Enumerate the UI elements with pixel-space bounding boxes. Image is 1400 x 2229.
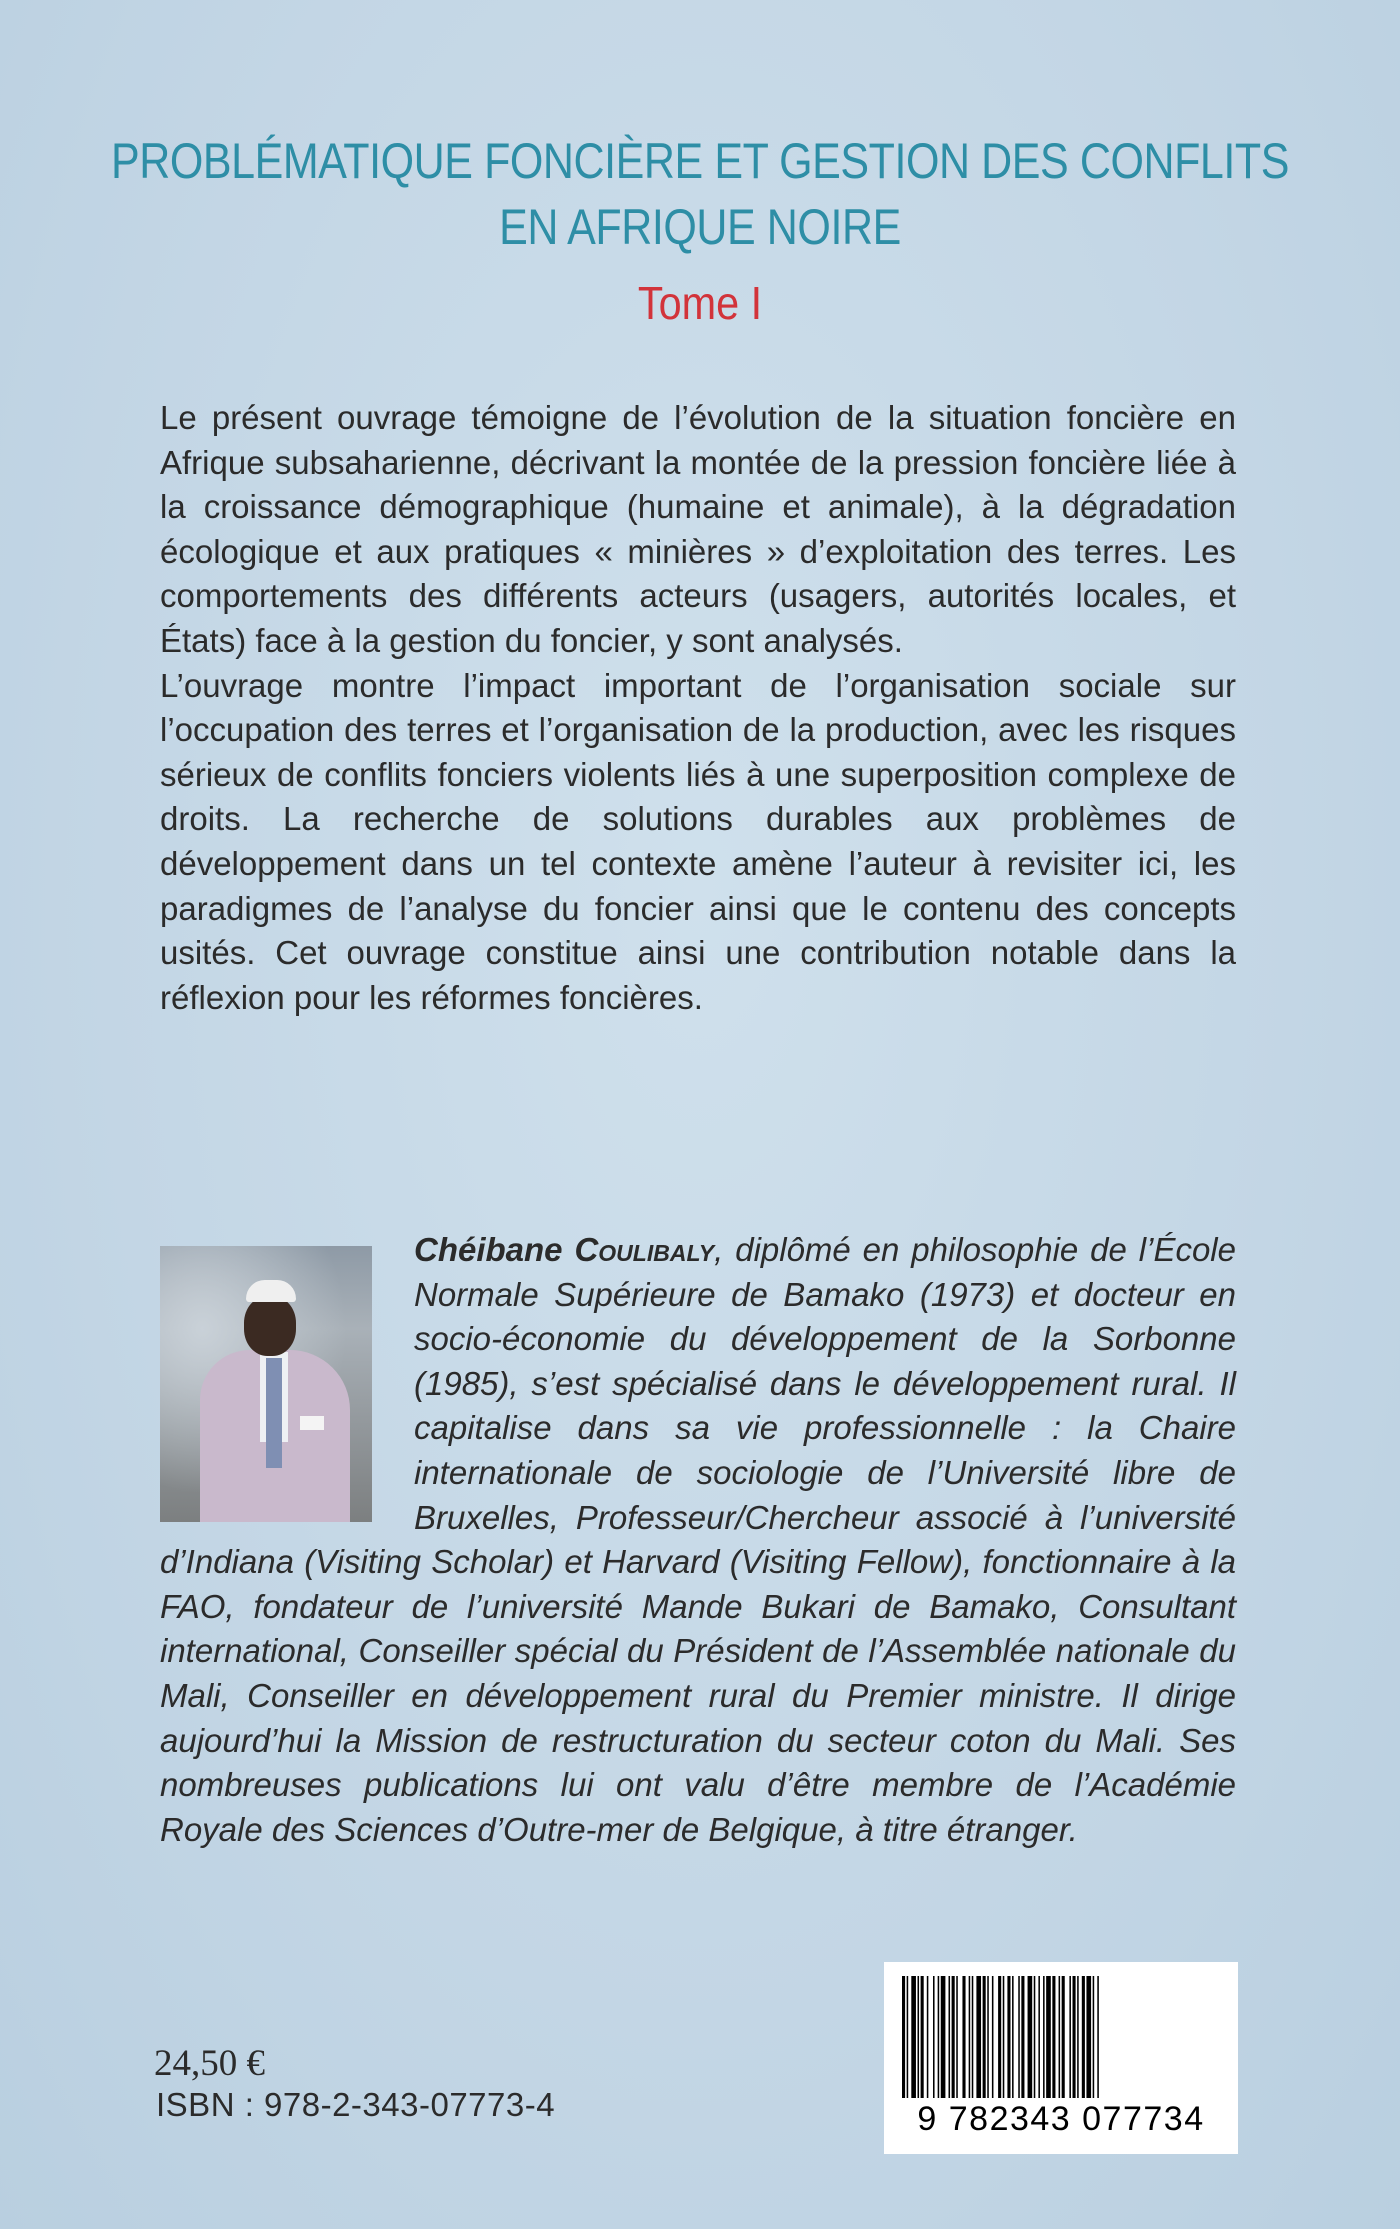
barcode-bar [972, 1976, 974, 2098]
barcode-bar [1021, 1976, 1024, 2098]
barcode-bar [952, 1976, 955, 2098]
barcode-bar [987, 1976, 989, 2098]
barcode-bar [1062, 1976, 1065, 2098]
barcode-bar [1007, 1976, 1010, 2098]
barcode-bar [956, 1976, 958, 2098]
barcode-bar [1012, 1976, 1014, 2098]
barcode-bar [902, 1976, 905, 2098]
barcode-bar [1093, 1976, 1095, 2098]
isbn: ISBN : 978-2-343-07773-4 [156, 2086, 556, 2123]
barcode-bar [976, 1976, 981, 2098]
author-first-name: Chéibane [414, 1231, 563, 1268]
barcode-digits: 9 782343 077734 [917, 2100, 1205, 2138]
author-bio-text: , diplômé en philosophie de l’École Normale Supérieure de Bamako (1973) et docteur en socio-économie du développement de la Sorbonne (1985), s’est spécialisé dans le développement rural. Il capitalise dans sa vie professionnelle : la Chaire internationale de sociologie de l’Université libre de Bruxelles, Professeur/Chercheur associé à l’université d’Indiana (Visiting Scholar) et Harvard (Visiting Fellow), fonctionnaire à la FAO, fondateur de l’université Mande Bukari de Bamako, Consultant international, Conseiller spécial du Président de l’Assemblée nationale du Mali, Conseiller en développement rural du Premier ministre. Il dirige aujourd’hui la Mission de restructuration du secteur coton du Mali. Ses nombreuses publications lui ont valu d’être membre de l’Académie Royale des Sciences d’Outre-mer de Belgique, à titre étranger. [160, 1231, 1236, 1848]
barcode [884, 1962, 1238, 2154]
barcode-bar [962, 1976, 965, 2098]
barcode-bar [907, 1976, 909, 2098]
barcode-bar [911, 1976, 916, 2098]
barcode-bar [992, 1976, 994, 2098]
barcode-bar [1082, 1976, 1085, 2098]
barcode-bar [938, 1976, 940, 2098]
barcode-bar [1018, 1976, 1020, 2098]
barcode-bar [1034, 1976, 1036, 2098]
barcode-bar [927, 1976, 929, 2098]
price: 24,50 € [154, 2043, 265, 2084]
barcode-bar [1097, 1976, 1099, 2098]
book-summary [160, 396, 1236, 1020]
barcode-bar [998, 1976, 1001, 2098]
barcode-bar [933, 1976, 935, 2098]
barcode-bar [1028, 1976, 1033, 2098]
barcode-bar [1043, 1976, 1045, 2098]
barcode-bar [1077, 1976, 1079, 2098]
author-last-name: Coulibaly [574, 1231, 715, 1268]
barcode-bar [1046, 1976, 1051, 2098]
barcode-bar [983, 1976, 986, 2098]
barcode-bar [1038, 1976, 1040, 2098]
barcode-bar [1069, 1976, 1071, 2098]
barcode-bar [1003, 1976, 1005, 2098]
barcode-bars [900, 1976, 1222, 2098]
summary-paragraph-1: Le présent ouvrage témoigne de l’évolution de la situation foncière en Afrique subsaharienne, décrivant la montée de la pression foncière liée à la croissance démographique (humaine et animale), à la dégradation écologique et aux pratiques « minières » d’exploitation des terres. Les comportements des différents acteurs (usagers, autorités locales, et États) face à la gestion du foncier, y sont analysés. [160, 399, 1236, 659]
author-name [414, 1231, 714, 1268]
barcode-bar [921, 1976, 924, 2098]
volume-label: Tome I [637, 277, 763, 329]
barcode-bar [1073, 1976, 1076, 2098]
barcode-bar [1059, 1976, 1061, 2098]
book-title-line-2: EN AFRIQUE NOIRE [499, 199, 901, 255]
book-title-line-1: PROBLÉMATIQUE FONCIÈRE ET GESTION DES CONFLITS [110, 133, 1290, 189]
title-block [0, 128, 1400, 330]
summary-paragraph-2: L’ouvrage montre l’impact important de l’organisation sociale sur l’occupation des terres et l’organisation de la production, avec les risques sérieux de conflits fonciers violents liés à une superposition complexe de droits. La recherche de solutions durables aux problèmes de développement dans un tel contexte amène l’auteur à revisiter ici, les paradigmes de l’analyse du foncier ainsi que le contenu des concepts usités. Cet ouvrage constitue ainsi une contribution notable dans la réflexion pour les réformes foncières. [160, 666, 1236, 1016]
author-photo [160, 1246, 372, 1522]
barcode-bar [969, 1976, 971, 2098]
barcode-bar [949, 1976, 951, 2098]
author-bio [160, 1228, 1236, 1852]
barcode-bar [941, 1976, 946, 2098]
barcode-bar [918, 1976, 920, 2098]
barcode-bar [1086, 1976, 1091, 2098]
barcode-bar [1052, 1976, 1055, 2098]
